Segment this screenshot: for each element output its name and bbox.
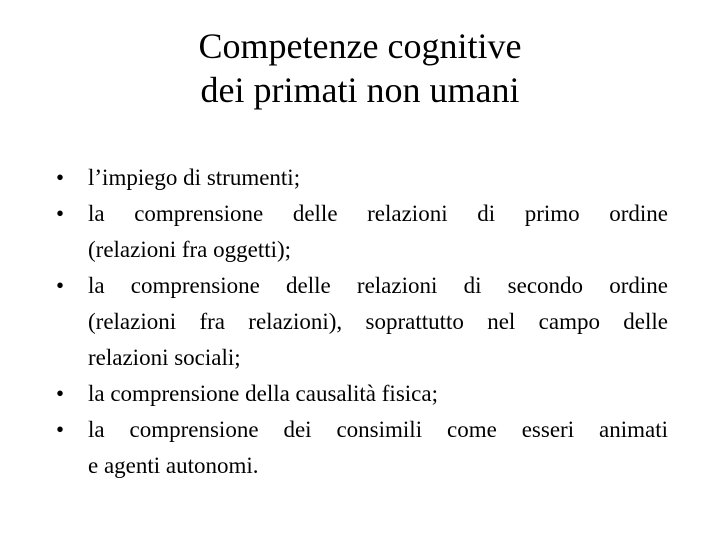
bullet-item-tool-use: [56, 160, 668, 196]
bullet-list: [56, 160, 668, 484]
bullet-item-conspecifics: [56, 412, 668, 484]
bullet-text-line: (relazioni fra oggetti);: [88, 237, 292, 262]
bullet-dot-icon: •: [56, 201, 65, 226]
bullet-dot-icon: •: [56, 273, 65, 298]
title-line-1: Competenze cognitive: [198, 26, 522, 66]
bullet-item-physical-causality: [56, 376, 668, 412]
bullet-item-second-order-relations: [56, 268, 668, 376]
bullet-text-line: relazioni sociali;: [88, 345, 241, 370]
title-line-2: dei primati non umani: [200, 70, 520, 110]
bullet-text-line: la comprensione delle relazioni di secondo ordine: [88, 273, 668, 298]
bullet-text-line: l’impiego di strumenti;: [88, 165, 301, 190]
bullet-dot-icon: •: [56, 381, 65, 406]
bullet-text-line: la comprensione delle relazioni di primo ordine: [88, 201, 668, 226]
bullet-dot-icon: •: [56, 417, 65, 442]
bullet-item-first-order-relations: [56, 196, 668, 268]
bullet-text-line: (relazioni fra relazioni), soprattutto nel campo delle: [88, 309, 668, 334]
bullet-text-line: la comprensione della causalità fisica;: [88, 381, 438, 406]
slide-title: [0, 24, 720, 112]
bullet-text-line: e agenti autonomi.: [88, 453, 259, 478]
bullet-text-line: la comprensione dei consimili come esseri animati: [88, 417, 668, 442]
bullet-dot-icon: •: [56, 165, 65, 190]
